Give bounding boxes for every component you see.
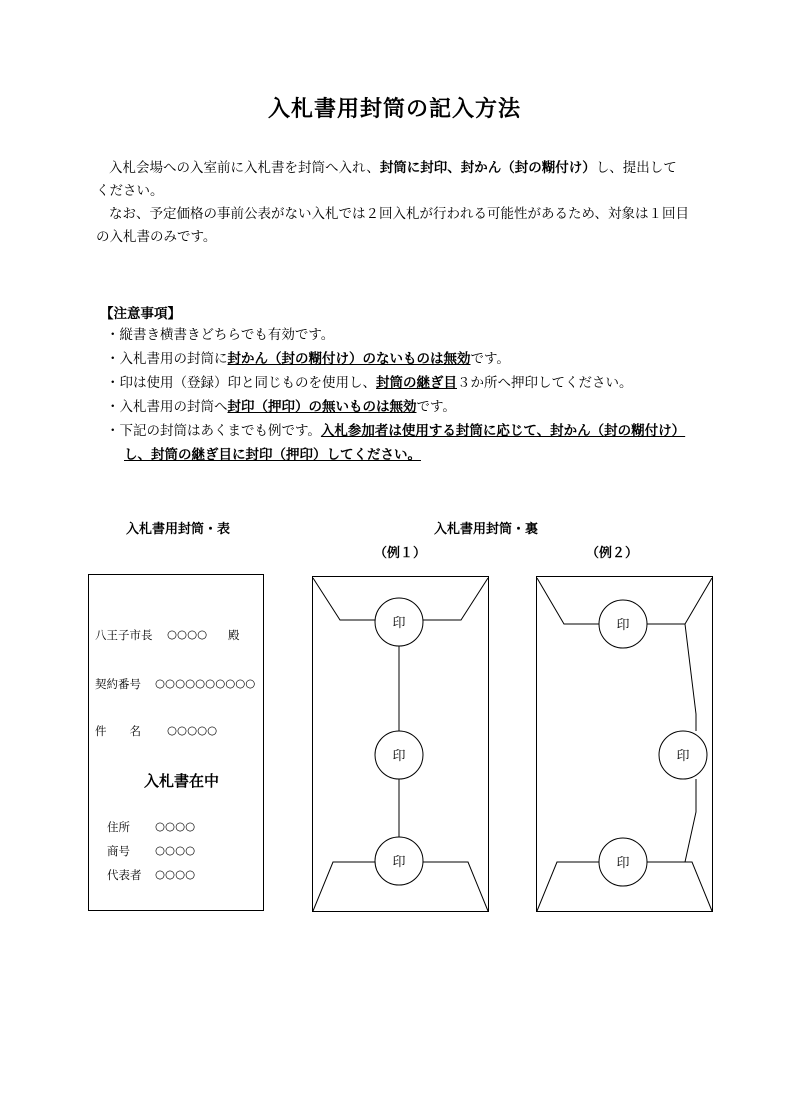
enclosed-label: 入札書在中 <box>144 772 220 790</box>
intro-text: し、提出して <box>595 160 677 176</box>
note-text: ・入札書用の封筒に <box>106 351 228 367</box>
seal-stamp <box>599 838 647 886</box>
note-3 <box>106 371 633 395</box>
back-envelope-example-2 <box>536 574 714 914</box>
caption-example-2: （例２） <box>586 546 639 561</box>
seal-stamp <box>375 731 423 779</box>
seal-char: 印 <box>676 749 690 764</box>
contract-number-value: ○○○○○○○○○○ <box>155 676 256 690</box>
notes-heading: 【注意事項】 <box>100 306 181 322</box>
bottom-flap-left <box>313 862 375 911</box>
note-text: です。 <box>416 399 456 415</box>
intro-emphasis: 封筒に封印、封かん（封の糊付け） <box>379 160 596 176</box>
intro-line-2: ください。 <box>96 183 164 199</box>
note-text: ３か所へ押印してください。 <box>457 375 633 391</box>
note-text: です。 <box>470 351 510 367</box>
representative-label: 代表者 <box>107 868 142 882</box>
seal-char: 印 <box>392 855 406 870</box>
addressee-name: ○○○○ <box>167 627 208 641</box>
note-emphasis: し、封筒の継ぎ目に封印（押印）してください。 <box>124 447 421 463</box>
front-envelope <box>88 574 264 911</box>
company-label: 商号 <box>107 844 130 858</box>
contract-number-label: 契約番号 <box>95 677 141 691</box>
caption-back: 入札書用封筒・裏 <box>434 522 539 537</box>
note-emphasis: 封かん（封の糊付け）のないものは無効 <box>227 351 471 367</box>
flap-line-left <box>537 578 599 624</box>
page-title: 入札書用封筒の記入方法 <box>267 97 521 122</box>
subject-label: 件 名 <box>95 724 141 738</box>
caption-example-1: （例１） <box>374 546 427 561</box>
representative-value: ○○○○ <box>155 867 196 881</box>
intro-line-3: なお、予定価格の事前公表がない入札では２回入札が行われる可能性があるため、対象は１回目 <box>109 206 689 222</box>
seal-char: 印 <box>392 749 406 764</box>
side-seam-line <box>685 779 696 862</box>
back-envelope-example-1 <box>312 574 490 914</box>
note-4 <box>106 395 456 419</box>
caption-front: 入札書用封筒・表 <box>126 522 231 537</box>
flap-line-right <box>421 578 488 620</box>
note-2 <box>106 347 510 371</box>
flap-line-left <box>313 578 379 620</box>
flap-line-right <box>647 578 712 624</box>
side-seam-line <box>685 624 696 731</box>
bottom-flap-left <box>537 862 599 911</box>
note-emphasis: 入札参加者は使用する封筒に応じて、封かん（封の糊付け） <box>320 423 686 439</box>
addressee-label: 八王子市長 <box>95 628 153 642</box>
seal-char: 印 <box>616 618 630 633</box>
note-text: ・入札書用の封筒へ <box>106 399 228 415</box>
seal-char: 印 <box>392 616 406 631</box>
note-emphasis: 封筒の継ぎ目 <box>376 375 457 391</box>
intro-text: 入札会場への入室前に入札書を封筒へ入れ、 <box>109 160 380 176</box>
seal-stamp <box>599 600 647 648</box>
subject-value: ○○○○○ <box>167 723 218 737</box>
note-emphasis: 封印（押印）の無いものは無効 <box>227 399 417 415</box>
intro-line-4: の入札書のみです。 <box>96 229 217 245</box>
note-text: ・下記の封筒はあくまでも例です。 <box>106 423 321 439</box>
note-text: ・印は使用（登録）印と同じものを使用し、 <box>106 375 376 391</box>
company-value: ○○○○ <box>155 843 196 857</box>
bottom-flap-right <box>647 862 712 911</box>
address-label: 住所 <box>107 820 130 834</box>
seal-char: 印 <box>616 856 630 871</box>
seal-stamp <box>375 598 423 646</box>
note-5 <box>106 419 685 443</box>
seal-stamp <box>659 731 707 779</box>
intro-paragraph <box>96 157 716 249</box>
bottom-flap-right <box>423 862 488 911</box>
intro-line-1 <box>96 157 716 180</box>
seal-stamp <box>375 837 423 885</box>
note-1: ・縦書き横書きどちらでも有効です。 <box>106 327 335 343</box>
honorific: 殿 <box>228 628 240 642</box>
note-5-continued <box>124 443 421 467</box>
address-value: ○○○○ <box>155 819 196 833</box>
